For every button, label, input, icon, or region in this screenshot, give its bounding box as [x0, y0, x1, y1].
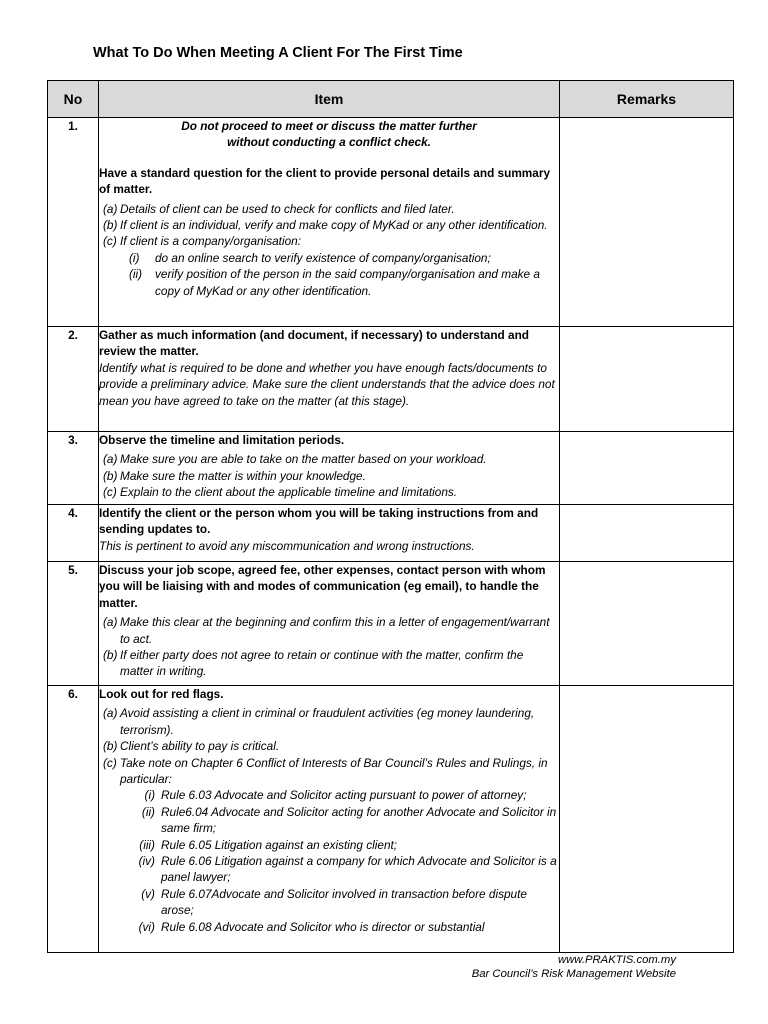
sub-list-marker: (ii): [141, 804, 155, 819]
item-cell: [99, 327, 560, 432]
remarks-cell: [560, 327, 734, 432]
item-cell: [99, 432, 560, 505]
table-row: [48, 327, 734, 432]
list-item: [103, 201, 559, 217]
remarks-cell: [560, 505, 734, 562]
list-marker: (c): [103, 755, 117, 770]
sub-list-text: Rule 6.07Advocate and Solicitor involved in transaction before dispute arose;: [161, 886, 527, 918]
list-text: Make sure the matter is within your knowledge.: [120, 468, 366, 483]
item-lead: Identify the client or the person whom you will be taking instructions from and sending updates to.: [99, 506, 539, 537]
list-text: Avoid assisting a client in criminal or fraudulent activities (eg money laundering, terrorism).: [120, 706, 535, 737]
list-text: Details of client can be used to check for conflicts and filed later.: [120, 201, 455, 216]
item-lead: Look out for red flags.: [99, 687, 224, 701]
sub-list-text: Rule 6.03 Advocate and Solicitor acting pursuant to power of attorney;: [161, 788, 527, 803]
sub-list-text: Rule6.04 Advocate and Solicitor acting for another Advocate and Solicitor in same firm;: [161, 804, 557, 836]
list-item: [103, 451, 559, 467]
header-item: Item: [99, 81, 560, 118]
list-marker: (b): [103, 739, 118, 754]
document-title: What To Do When Meeting A Client For The First Time: [93, 45, 463, 61]
list-item: [103, 614, 559, 647]
item-lead: Discuss your job scope, agreed fee, other expenses, contact person with whom you will be liaising with and modes of communication (eg email), to handle the matter.: [99, 563, 546, 610]
table-row: [48, 432, 734, 505]
sub-list-item: [129, 250, 559, 266]
sub-list-text: Rule 6.08 Advocate and Solicitor who is director or substantial: [161, 919, 485, 934]
list-marker: (b): [103, 218, 118, 233]
sub-list-text: do an online search to verify existence of company/organisation;: [155, 250, 491, 265]
item-lead: Gather as much information (and document, if necessary) to understand and review the matter.: [99, 328, 529, 359]
sub-list-item: [137, 837, 559, 853]
sub-list-text: Rule 6.06 Litigation against a company for which Advocate and Solicitor is a panel lawyer;: [161, 854, 557, 885]
list-marker: (c): [103, 234, 117, 249]
list-item: [103, 233, 559, 249]
item-cell: [99, 118, 560, 327]
sub-list-item: [137, 919, 559, 935]
item-note: Identify what is required to be done and whether you have enough facts/documents to provide a preliminary advice. Make sure the client understands that the advice does not mean you have agreed to take on the matter (at this stage).: [99, 360, 555, 408]
row-number: 4.: [48, 505, 99, 562]
sub-list-marker: (iv): [138, 854, 155, 869]
checklist-table: [47, 80, 734, 953]
list-text: Make this clear at the beginning and confirm this in a letter of engagement/warrant to act.: [120, 615, 550, 646]
sub-list-marker: (iii): [139, 837, 155, 852]
sub-list-marker: (v): [141, 886, 155, 901]
list-text: If client is an individual, verify and make copy of MyKad or any other identification.: [120, 218, 548, 233]
sub-list-marker: (ii): [129, 267, 143, 282]
sub-list-text: Rule 6.05 Litigation against an existing client;: [161, 837, 398, 852]
table-row: [48, 118, 734, 327]
row-number: 3.: [48, 432, 99, 505]
sub-list-text: verify position of the person in the said company/organisation and make a copy of MyKad or any other identification.: [155, 267, 540, 298]
table-row: [48, 562, 734, 686]
list-item: [103, 755, 559, 788]
sub-list-marker: (vi): [138, 919, 155, 934]
table-row: [48, 686, 734, 953]
list-text: Make sure you are able to take on the matter based on your workload.: [120, 452, 487, 467]
sub-list-item: [137, 804, 559, 837]
list-text: If either party does not agree to retain or continue with the matter, confirm the matter in writing.: [120, 648, 524, 679]
remarks-cell: [560, 118, 734, 327]
sub-list-marker: (i): [129, 250, 140, 265]
row-number: 6.: [48, 686, 99, 953]
sub-list-item: [137, 886, 559, 919]
list-marker: (a): [103, 201, 118, 216]
sub-list-item: [137, 787, 559, 803]
list-item: [103, 484, 559, 500]
list-item: [103, 217, 559, 233]
item-note: This is pertinent to avoid any miscommunication and wrong instructions.: [99, 538, 475, 553]
remarks-cell: [560, 562, 734, 686]
row-number: 2.: [48, 327, 99, 432]
list-marker: (a): [103, 452, 118, 467]
list-item: [103, 705, 559, 738]
sub-list-item: [129, 266, 559, 299]
list-item: [103, 468, 559, 484]
footer-caption: Bar Council’s Risk Management Website: [471, 968, 676, 980]
item-lead: Have a standard question for the client to provide personal details and summary of matter.: [99, 165, 551, 197]
remarks-cell: [560, 686, 734, 953]
list-text: Explain to the client about the applicable timeline and limitations.: [120, 485, 458, 500]
table-header-row: [48, 81, 734, 118]
list-marker: (a): [103, 615, 118, 630]
header-no: No: [48, 81, 99, 118]
list-item: [103, 738, 559, 754]
list-text: Client’s ability to pay is critical.: [120, 739, 280, 754]
list-text: If client is a company/organisation:: [120, 234, 301, 249]
sub-list-item: [137, 853, 559, 886]
list-marker: (a): [103, 706, 118, 721]
item-cell: [99, 686, 560, 953]
list-text: Take note on Chapter 6 Conflict of Interests of Bar Council’s Rules and Rulings, in particular:: [120, 755, 548, 787]
conflict-warning-line-1: Do not proceed to meet or discuss the matter further: [181, 119, 477, 133]
conflict-warning-line-2: without conducting a conflict check.: [227, 135, 431, 150]
list-marker: (b): [103, 648, 118, 663]
row-number: 5.: [48, 562, 99, 686]
header-remarks: Remarks: [560, 81, 734, 118]
item-lead: Observe the timeline and limitation periods.: [99, 433, 345, 447]
table-row: [48, 505, 734, 562]
list-item: [103, 647, 559, 680]
remarks-cell: [560, 432, 734, 505]
footer-website: www.PRAKTIS.com.my: [557, 954, 676, 966]
list-marker: (b): [103, 468, 118, 483]
item-cell: [99, 505, 560, 562]
sub-list-marker: (i): [144, 788, 155, 803]
list-marker: (c): [103, 485, 117, 500]
row-number: 1.: [48, 118, 99, 327]
item-cell: [99, 562, 560, 686]
